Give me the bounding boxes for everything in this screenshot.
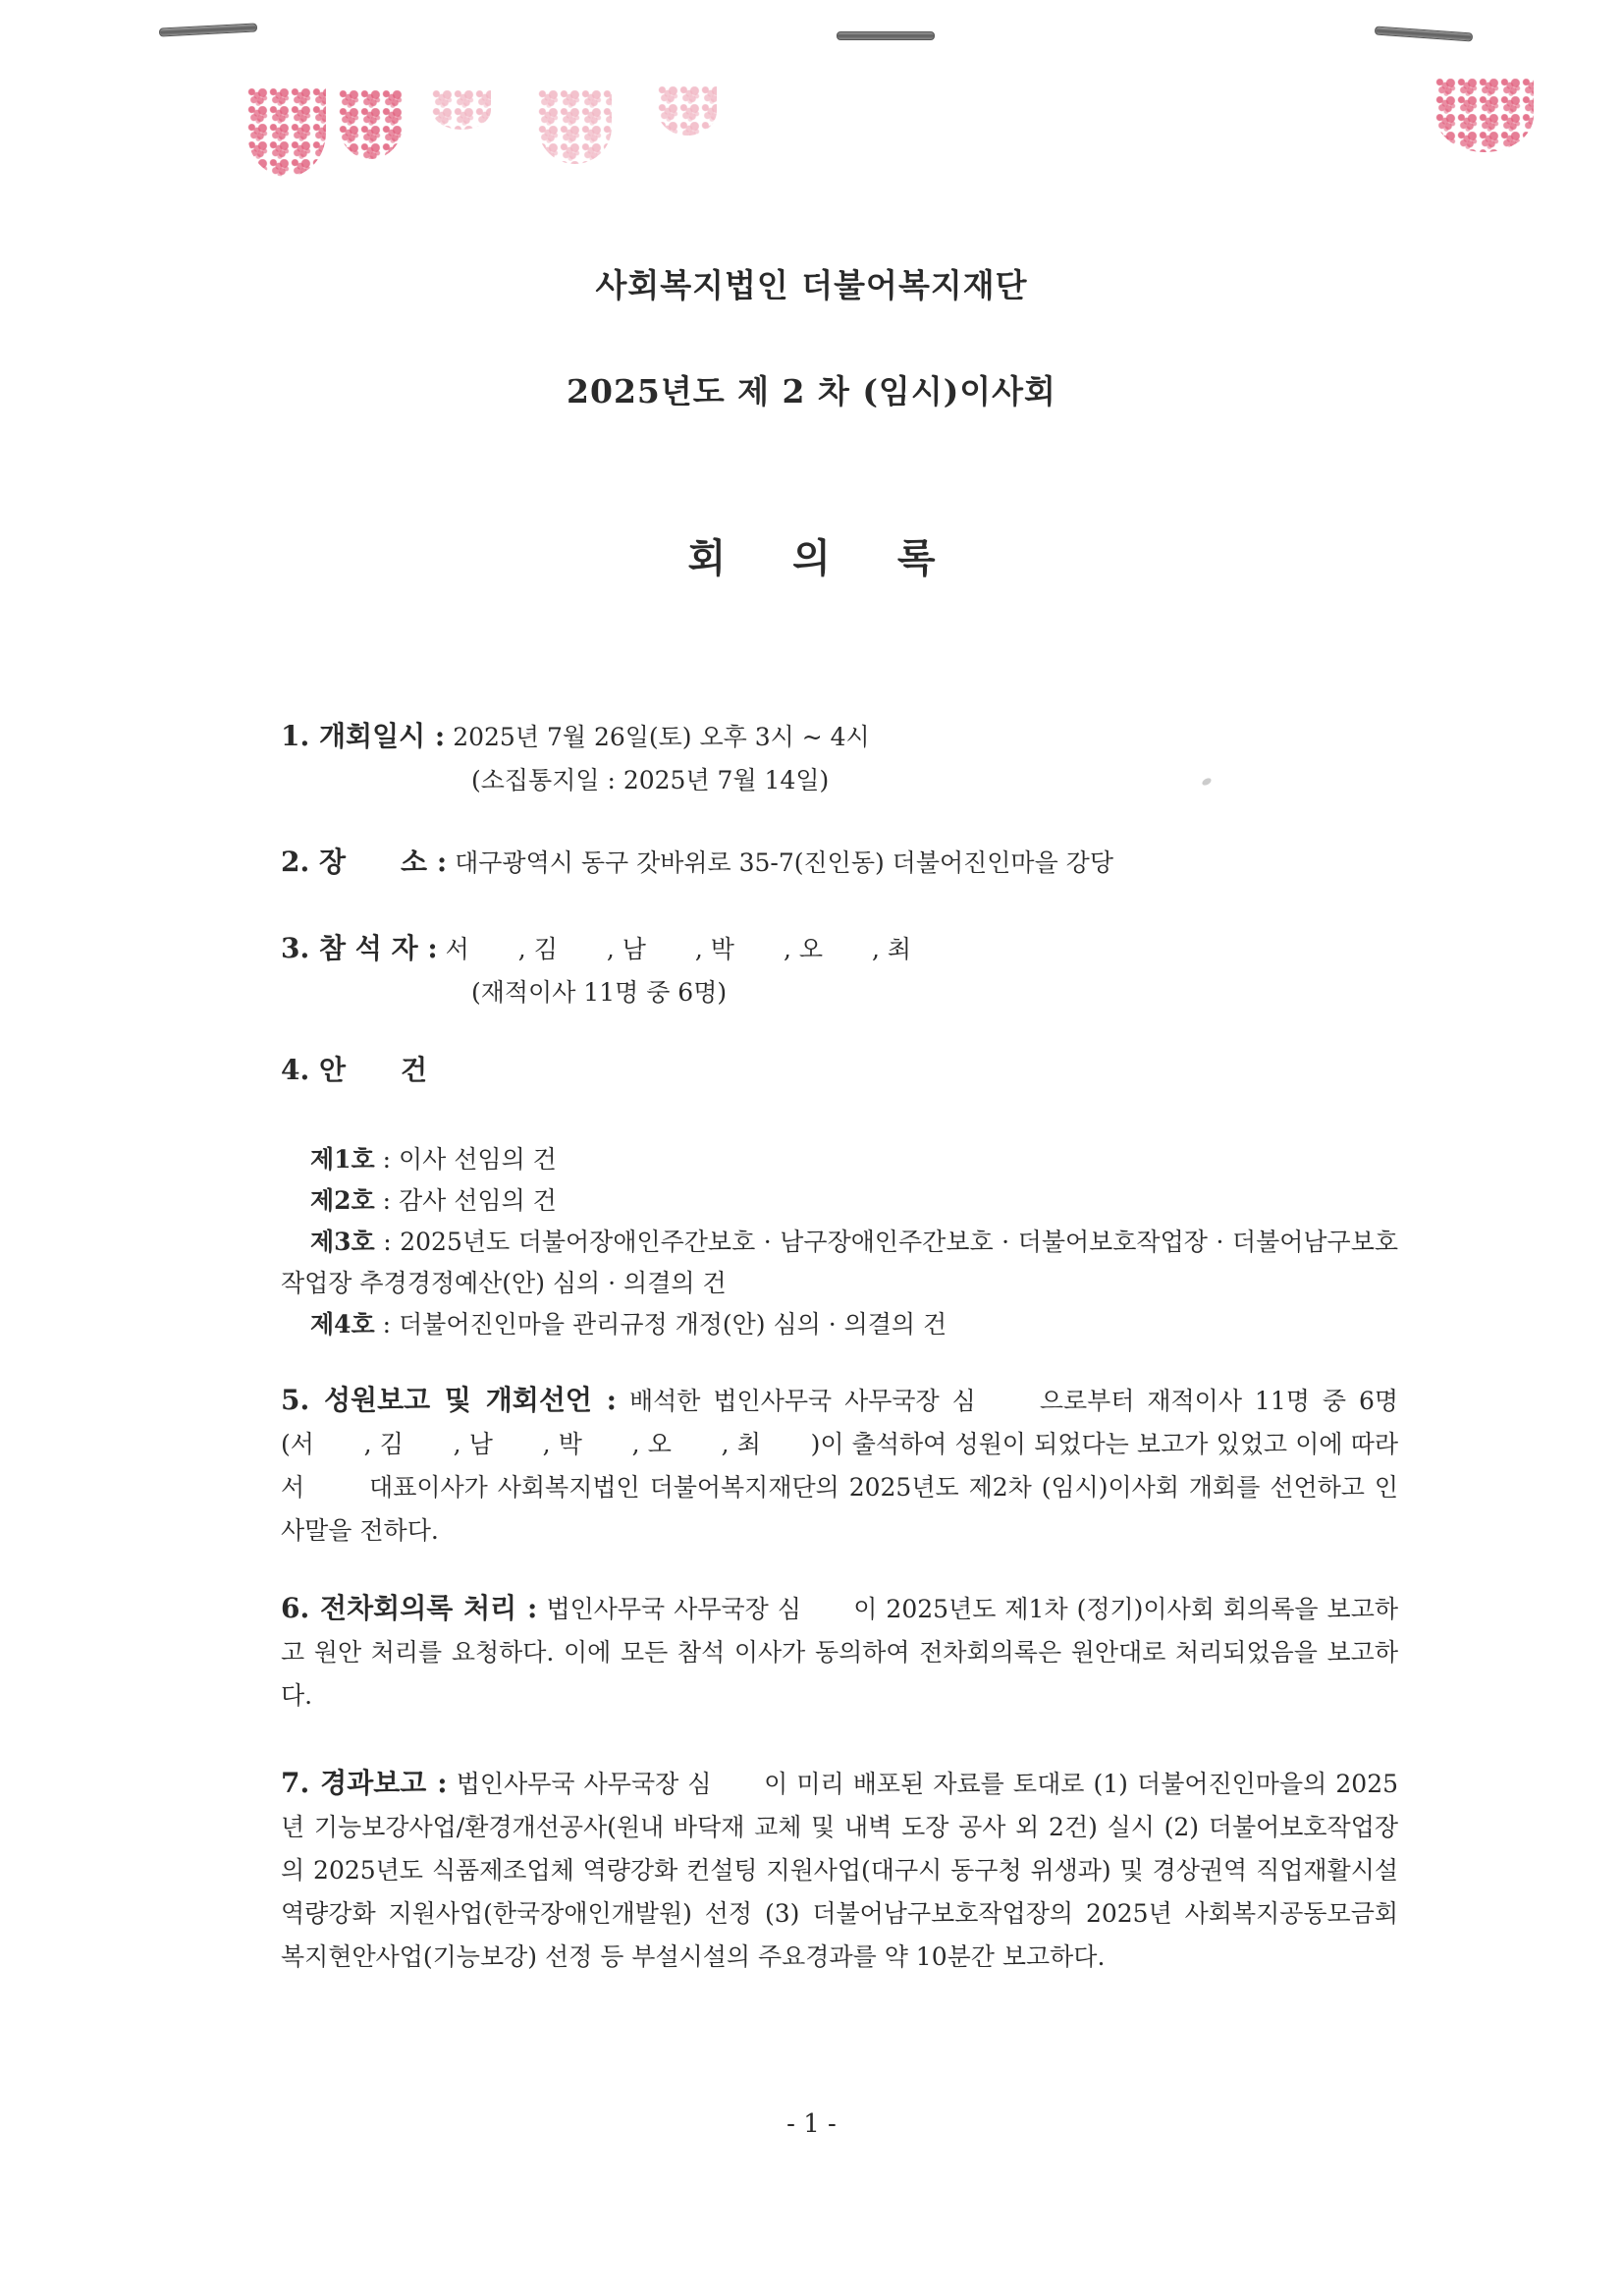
attendee-list: 서 , 김 , 남 , 박 , 오 , 최 (445, 935, 912, 963)
document-title-char: 의 (792, 535, 831, 581)
section-meeting-datetime (281, 715, 1398, 802)
seal-stamp-4 (538, 90, 612, 164)
meeting-datetime: 2025년 7월 26일(토) 오후 3시 ~ 4시 (453, 723, 870, 751)
agenda-text: : 이사 선임의 건 (374, 1145, 557, 1174)
agenda-number: 제3호 (310, 1228, 375, 1256)
section-quorum-opening (281, 1379, 1398, 1553)
agenda-text: : 2025년도 더불어장애인주간보호 · 남구장애인주간보호 · 더불어보호작업장 · 더불어남구보호작업장 추경경정예산(안) 심의 · 의결의 건 (281, 1228, 1398, 1297)
staple-right (1375, 27, 1473, 42)
agenda-list (281, 1139, 1398, 1345)
agenda-item (281, 1139, 1398, 1180)
seal-stamp-5 (658, 86, 717, 136)
section-body: 법인사무국 사무국장 심 이 2025년도 제1차 (정기)이사회 회의록을 보고하고 원안 처리를 요청하다. 이에 모든 참석 이사가 동의하여 전차회의록은 원안대로 처리되었음을 보고하다. (281, 1595, 1398, 1710)
section-heading: 4. 안 건 (281, 1054, 428, 1086)
staple-center (837, 31, 935, 40)
section-previous-minutes (281, 1587, 1398, 1718)
section-heading: 1. 개회일시 : (281, 720, 446, 752)
attendance-count: (재적이사 11명 중 6명) (471, 978, 728, 1007)
section-body: 배석한 법인사무국 사무국장 심 으로부터 재적이사 11명 중 6명(서 , 김 , 남 , 박 , 오 , 최 )이 출석하여 성원이 되었다는 보고가 있었고 이에 따라 서 대표이사가 사회복지법인 더불어복지재단의 2025년도 제2차 (임시)이사회 개회를 선언하고 인사말을 전하다. (281, 1387, 1398, 1545)
agenda-number: 제4호 (310, 1310, 375, 1339)
agenda-item (281, 1304, 1398, 1345)
page-number: - 1 - (786, 2109, 837, 2139)
agenda-item (281, 1222, 1398, 1304)
section-body: 법인사무국 사무국장 심 이 미리 배포된 자료를 토대로 (1) 더불어진인마을의 2025년 기능보강사업/환경개선공사(원내 바닥재 교체 및 내벽 도장 공사 외 2건) 실시 (2) 더불어보호작업장의 2025년도 식품제조업체 역량강화 컨설팅 지원사업(대구시 동구청 위생과) 및 경상권역 직업재활시설 역량강화 지원사업(한국장애인개발원) 선정 (3) 더불어남구보호작업장의 2025년 사회복지공동모금회 복지현안사업(기능보강) 선정 등 부설시설의 주요경과를 약 10분간 보고하다. (281, 1770, 1399, 1971)
location-address: 대구광역시 동구 갓바위로 35-7(진인동) 더불어진인마을 강당 (455, 848, 1113, 877)
seal-stamp-3 (432, 90, 491, 130)
staple-left (159, 23, 257, 36)
section-heading: 3. 참 석 자 : (281, 932, 438, 964)
section-heading: 7. 경과보고 : (281, 1767, 448, 1799)
section-heading: 5. 성원보고 및 개회선언 : (281, 1384, 618, 1416)
agenda-text: : 감사 선임의 건 (374, 1186, 557, 1215)
section-agenda (281, 1049, 1398, 1093)
section-heading: 6. 전차회의록 처리 : (281, 1592, 538, 1624)
agenda-text: : 더불어진인마을 관리규정 개정(안) 심의 · 의결의 건 (374, 1310, 947, 1339)
agenda-number: 제1호 (310, 1145, 375, 1174)
agenda-item (281, 1180, 1398, 1222)
notice-date: (소집통지일 : 2025년 7월 14일) (471, 766, 830, 794)
organization-title: 사회복지법인 더불어복지재단 (595, 266, 1028, 304)
section-location (281, 841, 1398, 885)
agenda-number: 제2호 (310, 1186, 375, 1215)
seal-stamp-2 (339, 90, 403, 159)
section-progress-report (281, 1762, 1398, 1979)
section-heading: 2. 장 소 : (281, 846, 448, 878)
meeting-title: 2025년도 제 2 차 (임시)이사회 (567, 372, 1056, 410)
section-attendees (281, 927, 1398, 1014)
document-title-char: 회 (687, 535, 727, 581)
document-title (0, 527, 1623, 583)
document-title-char: 록 (896, 535, 936, 581)
seal-stamp-1 (247, 88, 326, 177)
seal-stamp-6 (1435, 79, 1534, 152)
